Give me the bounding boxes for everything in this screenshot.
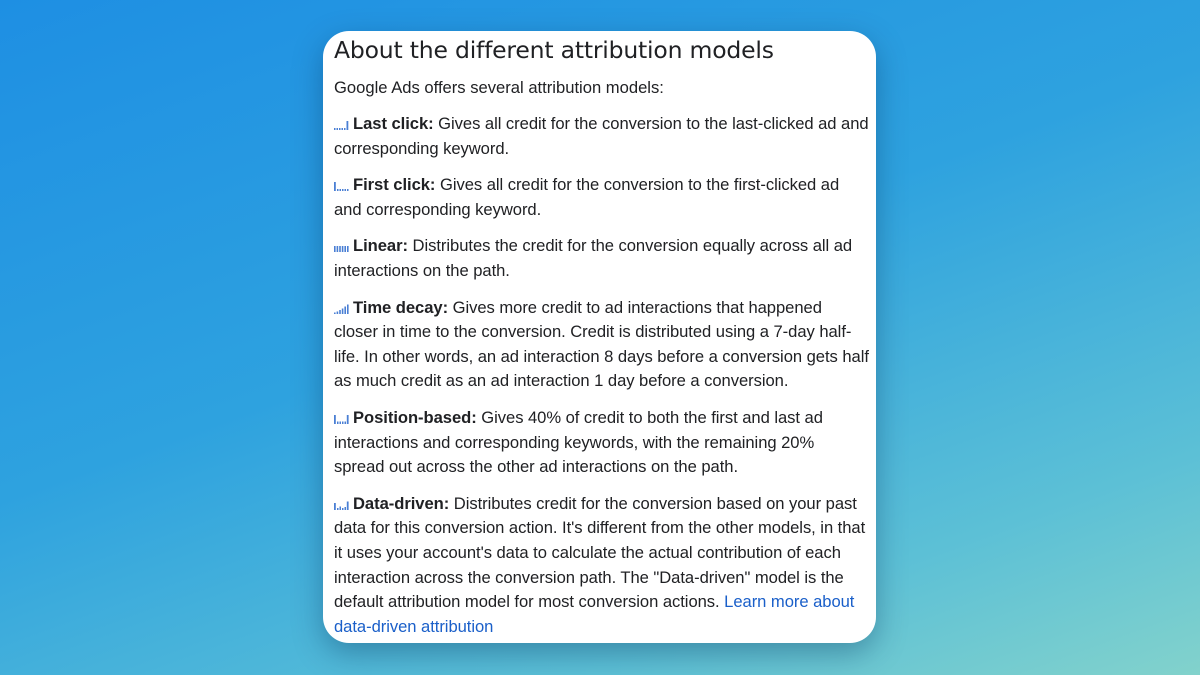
model-time-decay xyxy=(334,296,869,394)
model-name: Time decay: xyxy=(353,297,449,317)
model-description: Distributes credit for the conversion based on your past data for this conversion action. It's different from the other models, in that it uses your account's data to calculate the actual contribution of each interaction across the conversion path. The "Data-driven" model is the default attribution model for most conversion actions. xyxy=(334,493,866,612)
data-driven-bars-icon xyxy=(334,500,349,510)
model-description: Gives more credit to ad interactions that happened closer in time to the conversion. Credit is distributed using a 7-day half-life. In other words, an ad interaction 8 days before a conversion gets half as much credit as an ad interaction 1 day before a conversion. xyxy=(334,297,869,391)
attribution-model-list xyxy=(334,112,869,643)
model-data-driven xyxy=(334,492,869,640)
model-name: Position-based: xyxy=(353,407,477,427)
model-name: First click: xyxy=(353,175,436,195)
attribution-models-card xyxy=(323,31,876,643)
learn-more-data-driven-link[interactable]: Learn more about data-driven attribution xyxy=(334,592,855,636)
model-description: Gives 40% of credit to both the first and last ad interactions and corresponding keywords, with the remaining 20% spread out across the other ad interactions on the path. xyxy=(334,407,823,477)
model-name: Data-driven: xyxy=(353,493,450,513)
position-based-bars-icon xyxy=(334,414,349,424)
linear-bars-icon xyxy=(334,242,349,252)
model-name: Last click: xyxy=(353,114,434,133)
last-click-bars-icon xyxy=(334,120,349,130)
time-decay-bars-icon xyxy=(334,304,349,314)
model-description: Distributes the credit for the conversion equally across all ad interactions on the path. xyxy=(334,236,853,280)
model-first-click xyxy=(334,173,869,222)
model-name: Linear: xyxy=(353,236,408,256)
model-description: Gives all credit for the conversion to the first-clicked ad and corresponding keyword. xyxy=(334,175,840,219)
card-title: About the different attribution models xyxy=(334,36,774,64)
model-position-based xyxy=(334,406,869,480)
first-click-bars-icon xyxy=(334,181,349,191)
intro-text: Google Ads offers several attribution models: xyxy=(334,78,664,97)
model-linear xyxy=(334,234,869,283)
model-description: Gives all credit for the conversion to the last-clicked ad and corresponding keyword. xyxy=(334,114,869,158)
model-last-click xyxy=(334,112,869,161)
